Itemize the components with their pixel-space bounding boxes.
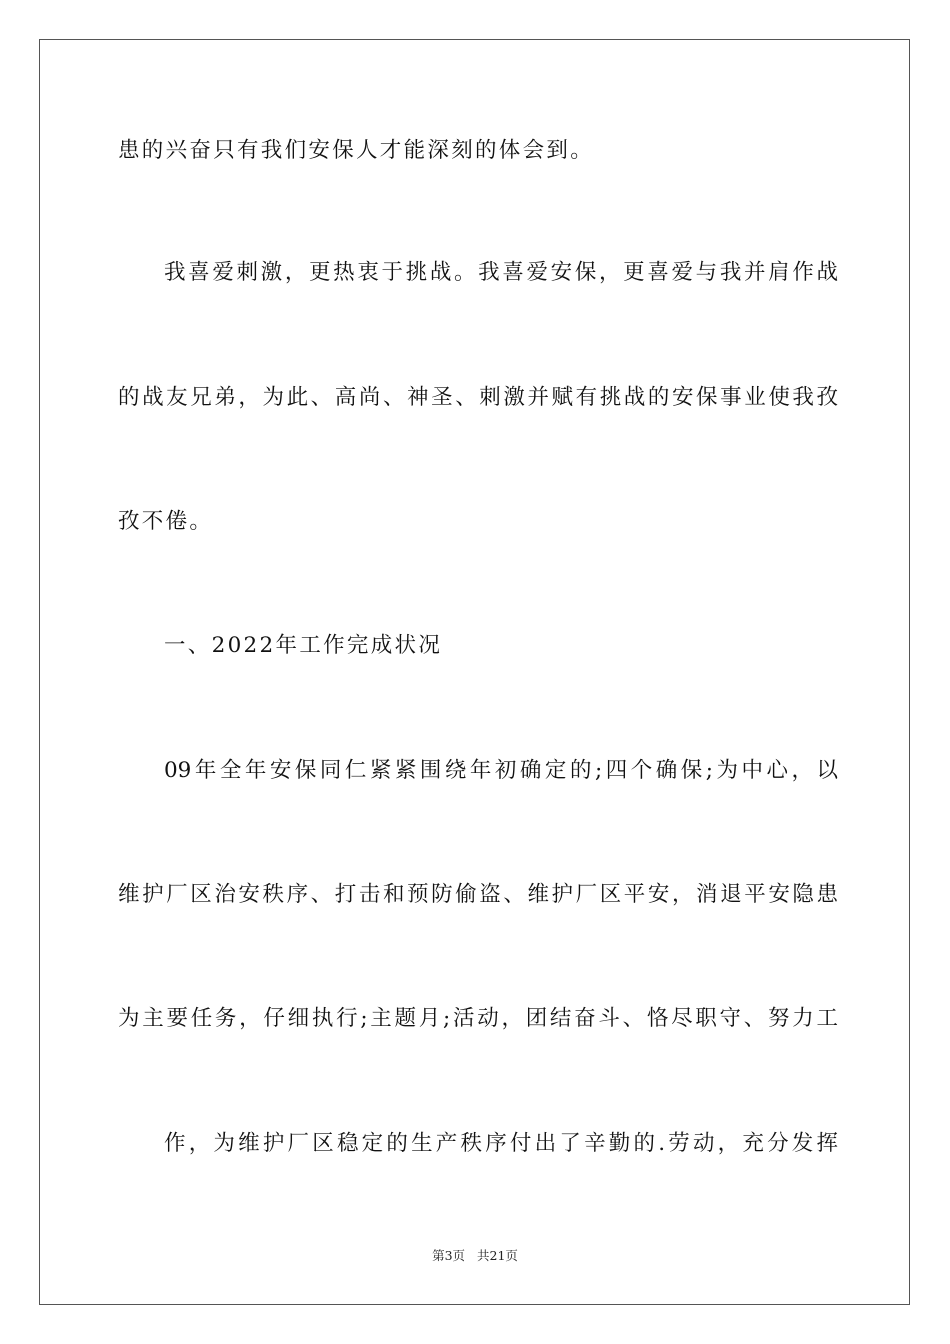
paragraph-line: 患的兴奋只有我们安保人才能深刻的体会到。 [118, 138, 595, 163]
paragraph-line: 我喜爱刺激，更热衷于挑战。我喜爱安保，更喜爱与我并肩作战 [164, 260, 838, 285]
page-border [39, 39, 910, 1305]
page-total: 共21页 [477, 1248, 518, 1263]
paragraph-line: 的战友兄弟，为此、高尚、神圣、刺激并赋有挑战的安保事业使我孜 [118, 385, 838, 410]
paragraph-line: 09年全年安保同仁紧紧围绕年初确定的;四个确保;为中心，以 [164, 758, 838, 783]
paragraph-line: 维护厂区治安秩序、打击和预防偷盗、维护厂区平安，消退平安隐患 [118, 882, 838, 907]
paragraph-line: 为主要任务，仔细执行;主题月;活动，团结奋斗、恪尽职守、努力工 [118, 1006, 838, 1031]
page-footer [0, 1246, 950, 1264]
section-heading: 一、2022年工作完成状况 [164, 633, 443, 658]
paragraph-line: 孜不倦。 [118, 509, 214, 534]
page-number: 第3页 [432, 1248, 466, 1263]
paragraph-line: 作，为维护厂区稳定的生产秩序付出了辛勤的.劳动，充分发挥 [164, 1131, 838, 1156]
